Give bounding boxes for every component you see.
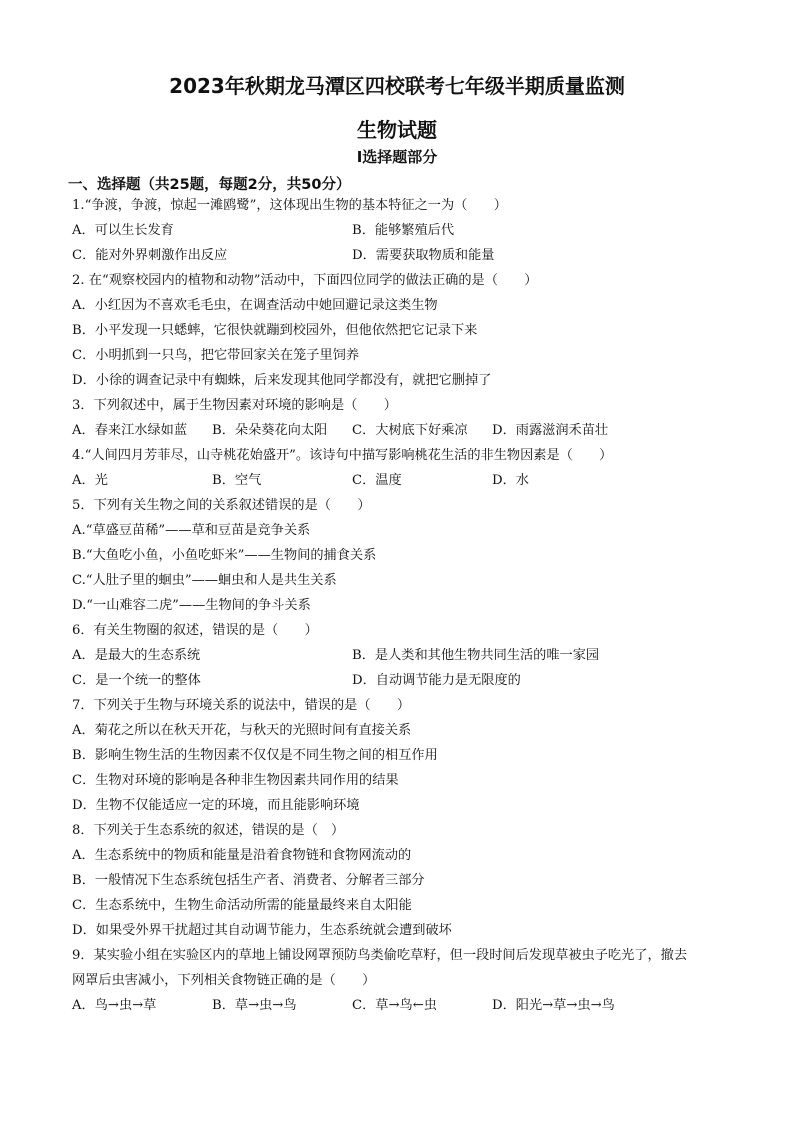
- q4-option-d: D．水: [492, 473, 529, 488]
- q4-option-c: C．温度: [352, 473, 402, 488]
- q2-option-c: C．小明抓到一只鸟，把它带回家关在笼子里饲养: [72, 348, 360, 363]
- subject-title: 生物试题: [357, 118, 437, 142]
- q5-option-d: D.“一山难容二虎”——生物间的争斗关系: [72, 598, 311, 613]
- q8-option-c: C．生态系统中，生物生命活动所需的能量最终来自太阳能: [72, 898, 412, 913]
- q2-option-d: D．小徐的调查记录中有蜘蛛，后来发现其他同学都没有，就把它删掉了: [72, 373, 492, 388]
- q7-option-c: C．生物对环境的影响是各种非生物因素共同作用的结果: [72, 773, 399, 788]
- question-6-stem: 6．有关生物圈的叙述，错误的是（ ）: [72, 623, 318, 638]
- q5-option-c: C.“人肚子里的蛔虫”——蛔虫和人是共生关系: [72, 573, 337, 588]
- q8-option-a: A．生态系统中的物质和能量是沿着食物链和食物网流动的: [72, 848, 412, 863]
- q8-option-b: B．一般情况下生态系统包括生产者、消费者、分解者三部分: [72, 873, 425, 888]
- q4-option-b: B．空气: [212, 473, 262, 488]
- question-5-stem: 5．下列有关生物之间的关系叙述错误的是（ ）: [72, 498, 371, 513]
- q9-option-b: B．草→虫→鸟: [212, 998, 297, 1013]
- q5-option-b: B.“大鱼吃小鱼，小鱼吃虾米”——生物间的捕食关系: [72, 548, 377, 563]
- q2-option-a: A．小红因为不喜欢毛毛虫，在调查活动中她回避记录这类生物: [72, 298, 438, 313]
- q6-option-b: B．是人类和其他生物共同生活的唯一家园: [352, 648, 600, 663]
- q3-option-d: D．雨露滋润禾苗壮: [492, 423, 609, 438]
- q6-option-d: D．自动调节能力是无限度的: [352, 673, 521, 688]
- q1-option-d: D．需要获取物质和能量: [352, 248, 495, 263]
- q1-option-b: B．能够繁殖后代: [352, 223, 455, 238]
- q5-option-a: A.“草盛豆苗稀”——草和豆苗是竞争关系: [72, 523, 311, 538]
- q3-option-b: B．朵朵葵花向太阳: [212, 423, 328, 438]
- q7-option-b: B．影响生物生活的生物因素不仅仅是不同生物之间的相互作用: [72, 748, 438, 763]
- q4-option-a: A．光: [72, 473, 108, 488]
- q3-option-c: C．大树底下好乘凉: [352, 423, 468, 438]
- q8-option-d: D．如果受外界干扰超过其自动调节能力，生态系统就会遭到破坏: [72, 923, 452, 938]
- q1-option-c: C．能对外界刺激作出反应: [72, 248, 228, 263]
- question-7-stem: 7．下列关于生物与环境关系的说法中，错误的是（ ）: [72, 698, 411, 713]
- q2-option-b: B．小平发现一只蟋蟀，它很快就蹦到校园外，但他依然把它记录下来: [72, 323, 478, 338]
- q1-option-a: A．可以生长发育: [72, 223, 174, 238]
- section-heading: 一、选择题（共25题，每题2分，共50分）: [68, 177, 351, 193]
- q3-option-a: A．春来江水绿如蓝: [72, 423, 188, 438]
- question-3-stem: 3．下列叙述中，属于生物因素对环境的影响是（ ）: [72, 398, 397, 413]
- q9-option-a: A．鸟→虫→草: [72, 998, 157, 1013]
- question-4-stem: 4.“人间四月芳菲尽，山寺桃花始盛开”。该诗句中描写影响桃花生活的非生物因素是（ ）: [72, 448, 613, 463]
- q7-option-d: D．生物不仅能适应一定的环境，而且能影响环境: [72, 798, 360, 813]
- question-1-stem: 1.“争渡，争渡，惊起一滩鸥鹭”，这体现出生物的基本特征之一为（ ）: [72, 198, 507, 213]
- q9-option-d: D．阳光→草→虫→鸟: [492, 998, 615, 1013]
- question-2-stem: 2. 在“观察校园内的植物和动物”活动中，下面四位同学的做法正确的是（ ）: [72, 273, 538, 288]
- question-9-stem-line-1: 9．某实验小组在实验区内的草地上铺设网罩预防鸟类偷吃草籽，但一段时间后发现草被虫子吃光了，撤去: [72, 948, 688, 963]
- question-9-stem-line-2: 网罩后虫害减小，下列相关食物链正确的是（ ）: [72, 973, 376, 988]
- q9-option-c: C．草→鸟←虫: [352, 998, 437, 1013]
- exam-title: 2023年秋期龙马潭区四校联考七年级半期质量监测: [169, 74, 625, 98]
- q6-option-a: A．是最大的生态系统: [72, 648, 201, 663]
- part-title: Ⅰ选择题部分: [356, 148, 438, 166]
- q7-option-a: A．菊花之所以在秋天开花，与秋天的光照时间有直接关系: [72, 723, 412, 738]
- question-8-stem: 8．下列关于生态系统的叙述，错误的是（ ）: [72, 823, 345, 838]
- q6-option-c: C．是一个统一的整体: [72, 673, 201, 688]
